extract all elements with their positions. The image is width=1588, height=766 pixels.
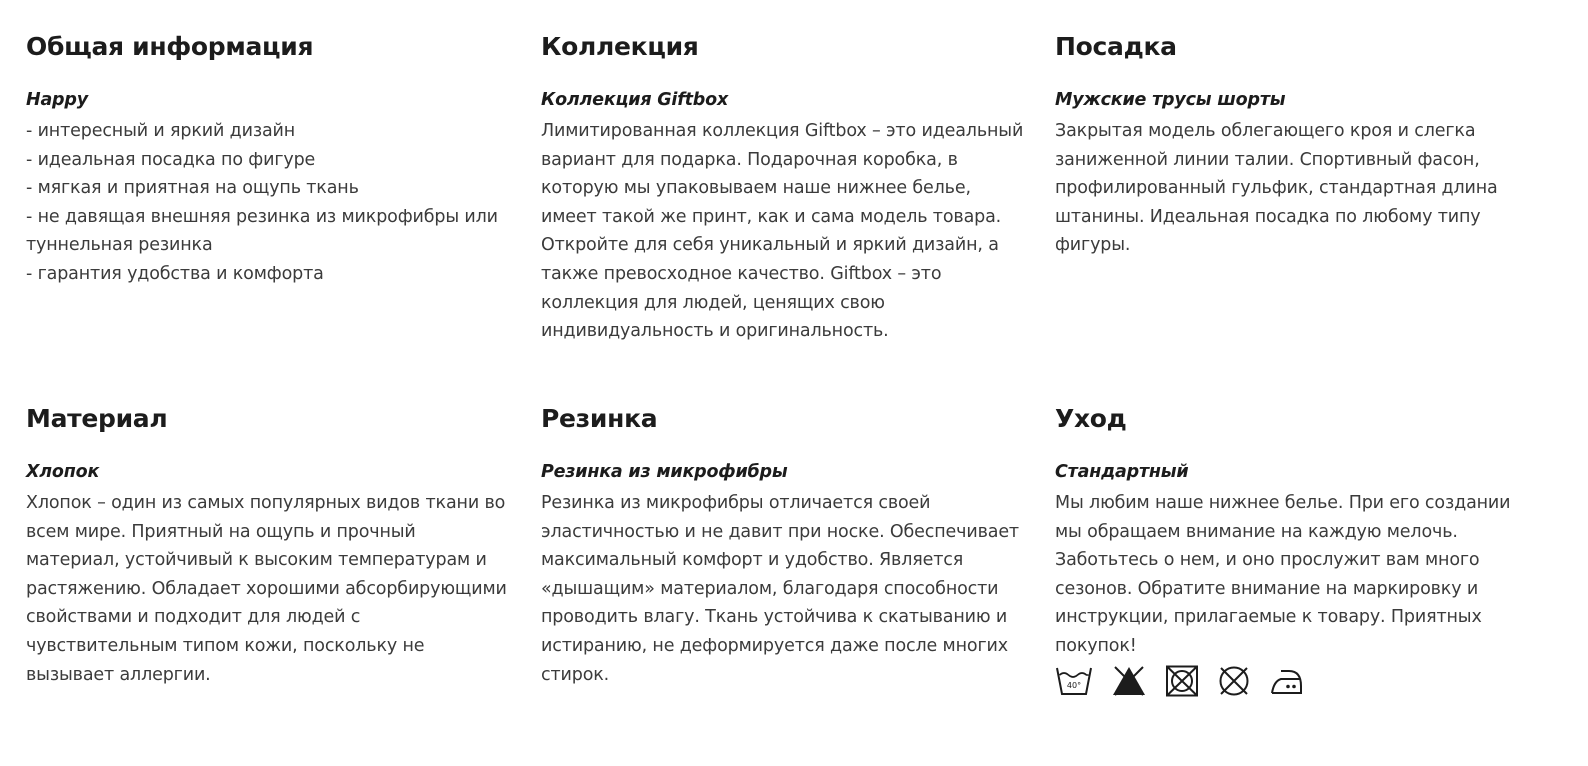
section-subtitle: Стандартный	[1055, 462, 1189, 482]
section-subtitle: Коллекция Giftbox	[541, 90, 729, 110]
section-collection	[541, 31, 1026, 346]
care-icons	[1055, 665, 1540, 697]
wash-40-icon	[1055, 665, 1093, 697]
feature-item: - интересный и яркий дизайн	[26, 121, 296, 141]
feature-list	[26, 117, 511, 289]
section-title: Коллекция	[541, 32, 699, 61]
section-subtitle: Мужские трусы шорты	[1055, 90, 1286, 110]
feature-item: - гарантия удобства и комфорта	[26, 263, 324, 284]
section-title: Посадка	[1055, 32, 1177, 61]
section-subtitle: Хлопок	[26, 462, 100, 482]
section-title: Резинка	[541, 404, 658, 433]
no-dry-clean-icon	[1217, 665, 1251, 697]
section-text: Лимитированная коллекция Giftbox – это идеальный вариант для подарка. Подарочная коробка, в которую мы упаковываем наше нижнее белье, имеет такой же принт, как и сама модель товара. Откройте для себя уникальный и яркий дизайн, а также превосходное качество. Giftbox – это коллекция для людей, ценящих свою индивидуальность и оригинальность.	[541, 121, 1024, 342]
section-title: Уход	[1055, 404, 1127, 433]
section-text: Резинка из микрофибры отличается своей эластичностью и не давит при носке. Обеспечивает максимальный комфорт и удобство. Является «дышащим» материалом, благодаря способности проводить влагу. Ткань устойчива к скатыванию и истиранию, не деформируется даже после многих стирок.	[541, 493, 1019, 685]
section-subtitle: Happy	[26, 90, 88, 110]
feature-item: - мягкая и приятная на ощупь ткань	[26, 178, 359, 199]
no-tumble-dry-icon	[1165, 665, 1199, 697]
section-material	[26, 403, 511, 689]
section-subtitle: Резинка из микрофибры	[541, 462, 788, 482]
section-text: Хлопок – один из самых популярных видов ткани во всем мире. Приятный на ощупь и прочный материал, устойчивый к высоким температурам и растяжению. Обладает хорошими абсорбирующими свойствами и подходит для людей с чувствительным типом кожи, поскольку не вызывает аллергии.	[26, 493, 507, 685]
section-fit	[1055, 31, 1540, 260]
feature-item: - не давящая внешняя резинка из микрофибры или туннельная резинка	[26, 206, 498, 256]
section-text: Мы любим наше нижнее белье. При его создании мы обращаем внимание на каждую мелочь. Заботьтесь о нем, и оно прослужит вам много сезонов. Обратите внимание на маркировку и инструкции, прилагаемые к товару. Приятных покупок!	[1055, 493, 1511, 656]
section-general-info	[26, 31, 511, 289]
section-text: Закрытая модель облегающего кроя и слегка заниженной линии талии. Спортивный фасон, профилированный гульфик, стандартная длина штанины. Идеальная посадка по любому типу фигуры.	[1055, 121, 1498, 256]
no-bleach-icon	[1111, 665, 1147, 697]
feature-item: - идеальная посадка по фигуре	[26, 149, 316, 170]
iron-low-icon	[1269, 665, 1303, 697]
section-title: Материал	[26, 404, 168, 433]
section-care	[1055, 403, 1540, 697]
section-title: Общая информация	[26, 32, 314, 61]
section-waistband	[541, 403, 1026, 689]
wash-temperature: 40°	[1066, 680, 1082, 690]
